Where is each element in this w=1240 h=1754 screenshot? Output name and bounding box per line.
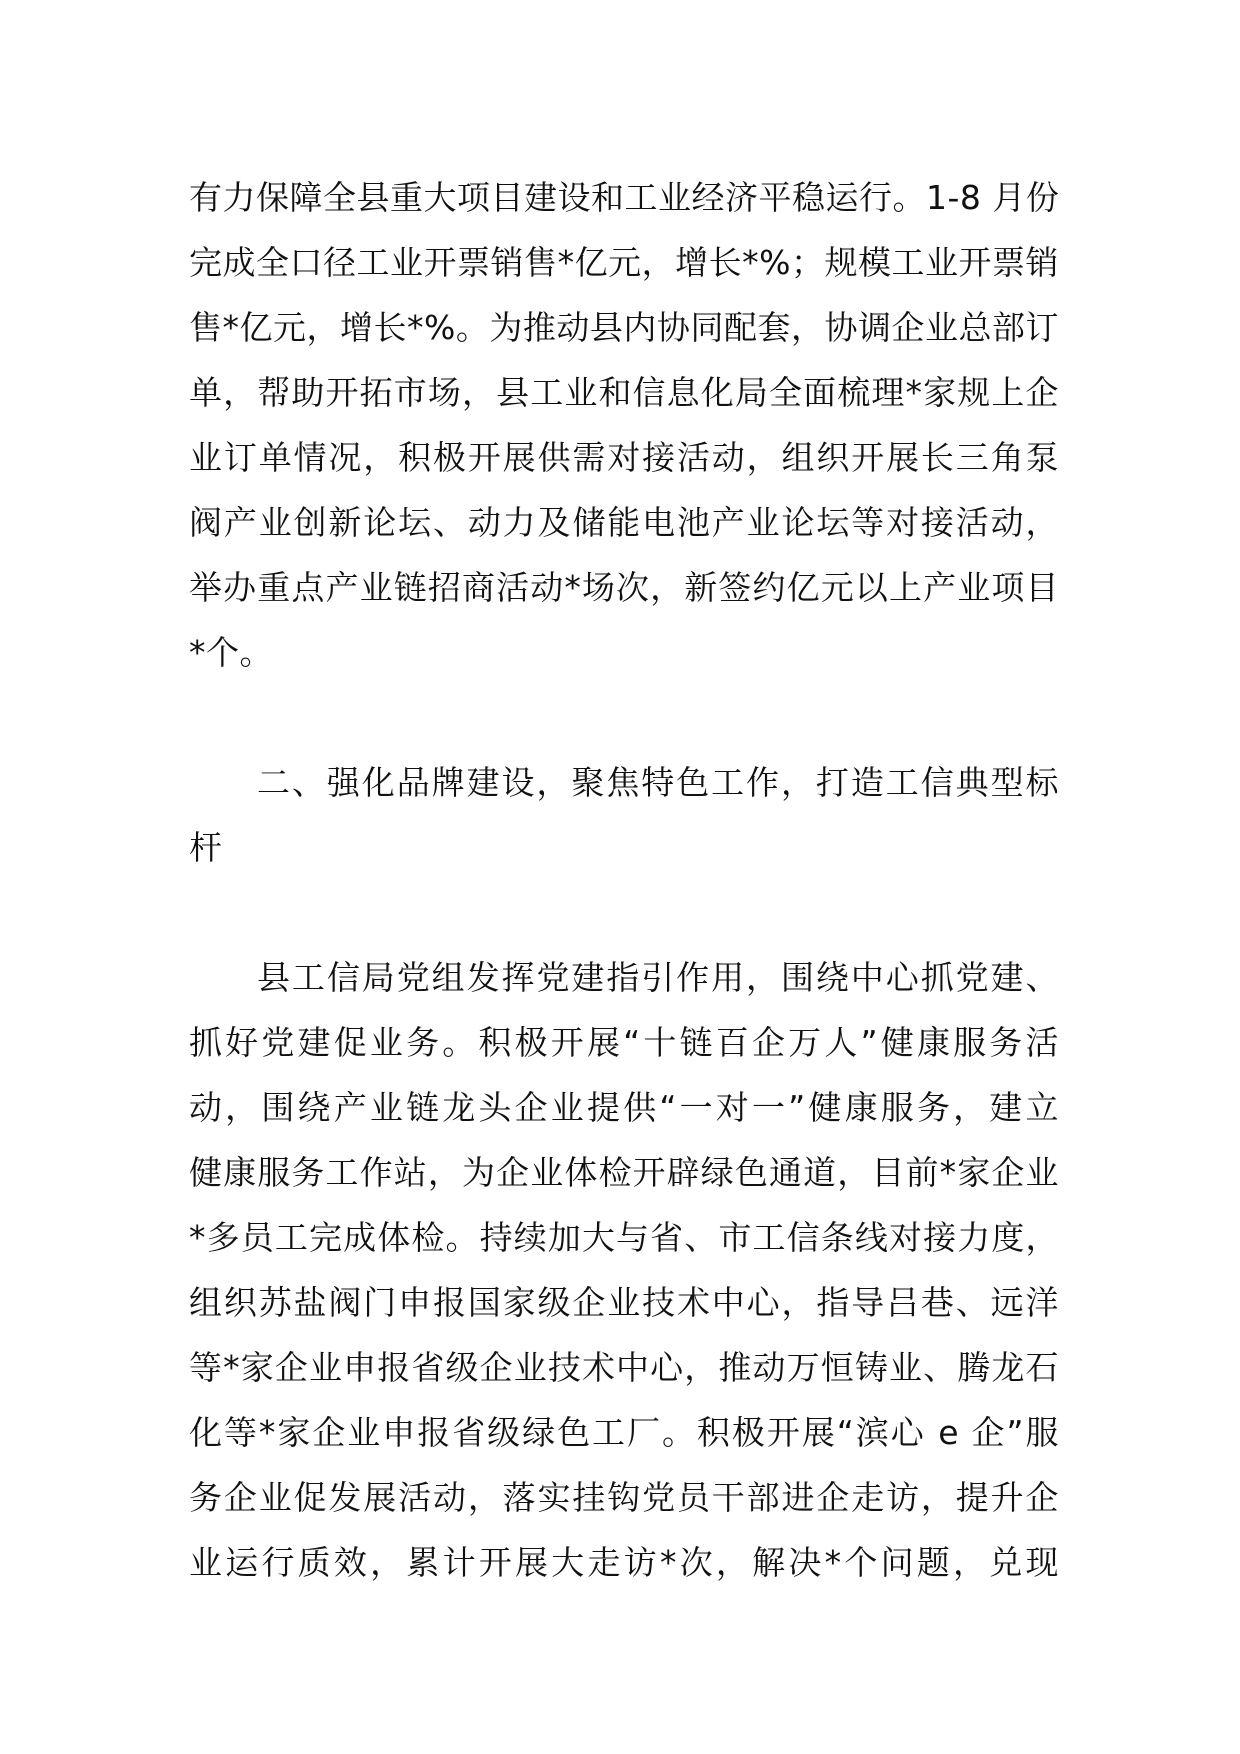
paragraph-line: 有力保障全县重大项目建设和工业经济平稳运行。1-8 月份	[189, 178, 1060, 217]
heading-line: 杆	[189, 828, 223, 867]
section-heading-brand-building	[189, 750, 1059, 880]
paragraph-industrial-sales	[189, 165, 1059, 685]
paragraph-line: *个。	[189, 633, 273, 672]
paragraph-line: *多员工完成体检。持续加大与省、市工信条线对接力度，	[189, 1218, 1059, 1257]
paragraph-line: 举办重点产业链招商活动*场次，新签约亿元以上产业项目	[189, 568, 1059, 607]
paragraph-line: 动，围绕产业链龙头企业提供“一对一”健康服务，建立	[189, 1088, 1059, 1127]
paragraph-line: 业运行质效，累计开展大走访*次，解决*个问题，兑现	[189, 1543, 1059, 1582]
heading-line: 二、强化品牌建设，聚焦特色工作，打造工信典型标	[257, 763, 1059, 802]
paragraph-line: 单，帮助开拓市场，县工业和信息化局全面梳理*家规上企	[189, 373, 1059, 412]
paragraph-line: 售*亿元，增长*%。为推动县内协同配套，协调企业总部订	[189, 308, 1059, 347]
paragraph-party-building	[189, 945, 1059, 1595]
paragraph-line: 阀产业创新论坛、动力及储能电池产业论坛等对接活动，	[189, 503, 1059, 542]
paragraph-line: 业订单情况，积极开展供需对接活动，组织开展长三角泵	[189, 438, 1059, 477]
paragraph-line: 健康服务工作站，为企业体检开辟绿色通道，目前*家企业	[189, 1153, 1059, 1192]
paragraph-line: 县工信局党组发挥党建指引作用，围绕中心抓党建、	[257, 958, 1059, 997]
paragraph-line: 等*家企业申报省级企业技术中心，推动万恒铸业、腾龙石	[189, 1348, 1059, 1387]
paragraph-line: 务企业促发展活动，落实挂钩党员干部进企走访，提升企	[189, 1478, 1059, 1517]
paragraph-line: 抓好党建促业务。积极开展“十链百企万人”健康服务活	[189, 1023, 1059, 1062]
paragraph-line: 化等*家企业申报省级绿色工厂。积极开展“滨心 e 企”服	[189, 1413, 1059, 1452]
paragraph-line: 组织苏盐阀门申报国家级企业技术中心，指导吕巷、远洋	[189, 1283, 1059, 1322]
paragraph-line: 完成全口径工业开票销售*亿元，增长*%；规模工业开票销	[189, 243, 1059, 282]
